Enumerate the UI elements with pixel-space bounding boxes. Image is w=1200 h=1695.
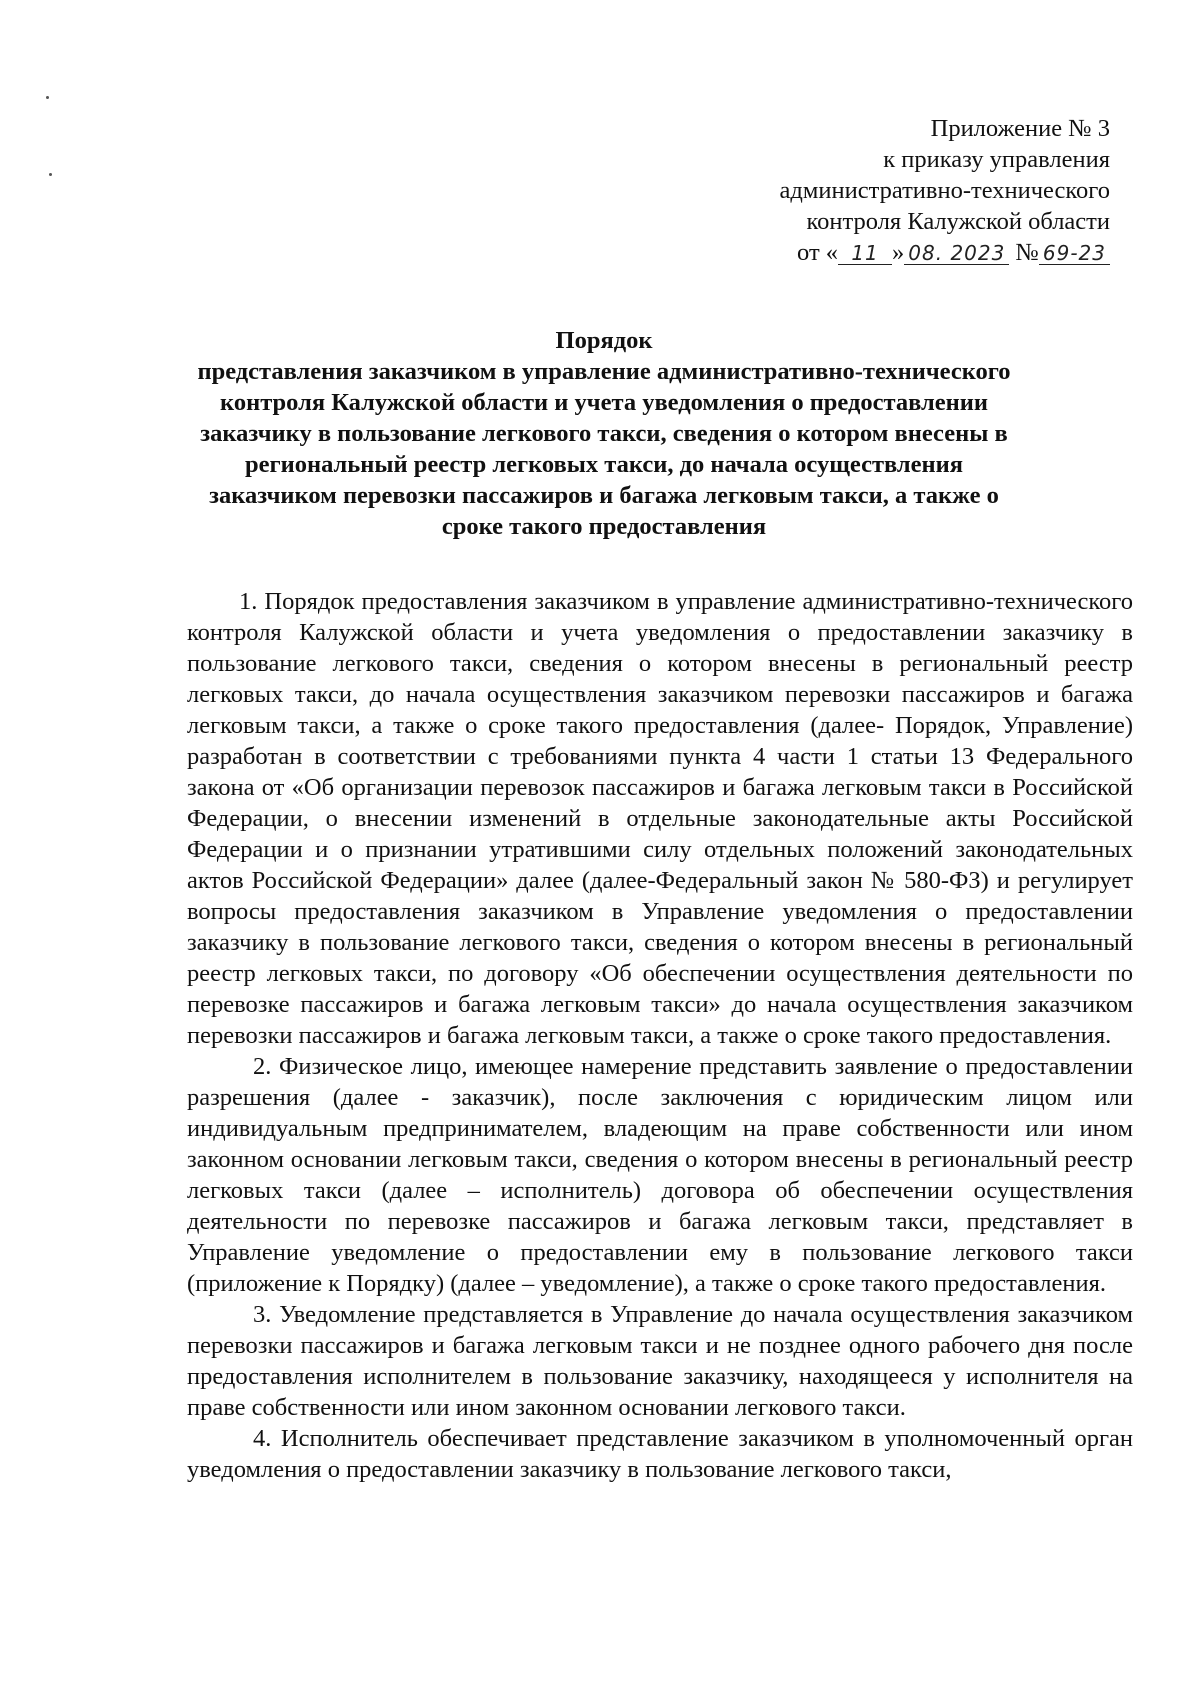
appendix-order-ref: к приказу управления bbox=[883, 146, 1110, 173]
date-prefix: от « bbox=[797, 239, 839, 266]
appendix-region: контроля Калужской области bbox=[806, 208, 1110, 235]
paragraph-4: 4. Исполнитель обеспечивает представление заказчиком в уполномоченный орган уведомления о предоставлении заказчику в пользование легкового такси, bbox=[187, 1425, 1133, 1483]
paragraph-1: 1. Порядок предоставления заказчиком в управление административно-технического контроля Калужской области и учета уведомления о предоставлении заказчику в пользование легкового такси, сведения о котором внесены в региональный реестр легковых такси, до начала осуществления заказчиком перевозки пассажиров и багажа легковым такси, а также о сроке такого предоставления (далее- Порядок, Управление) разработан в соответствии с требованиями пункта 4 части 1 статьи 13 Федерального закона от «Об организации перевозок пассажиров и багажа легковым такси в Российской Федерации, о внесении изменений в отдельные законодательные акты Российской Федерации и о признании утратившими силу отдельных положений законодательных актов Российской Федерации» далее (далее-Федеральный закон № 580-ФЗ) и регулирует вопросы предоставления заказчиком в Управление уведомления о предоставлении заказчику в пользование легкового такси, сведения о котором внесены в региональный реестр легковых такси, по договору «Об обеспечении осуществления деятельности по перевозке пассажиров и багажа легковым такси» до начала осуществления заказчиком перевозки пассажиров и багажа легковым такси, а также о сроке такого предоставления. bbox=[187, 588, 1133, 1049]
order-number-label: № bbox=[1015, 239, 1039, 266]
handwritten-day: 11 bbox=[838, 242, 892, 265]
appendix-number: Приложение № 3 bbox=[930, 115, 1110, 142]
handwritten-month-year: 08. 2023 bbox=[904, 242, 1009, 265]
scan-artifact bbox=[49, 173, 52, 176]
document-title bbox=[180, 325, 1028, 542]
title-subtitle: представления заказчиком в управление административно-технического контроля Калужской области и учета уведомления о предоставлении заказчику в пользование легкового такси, сведения о котором внесены в региональный реестр легковых такси, до начала осуществления заказчиком перевозки пассажиров и багажа легковым такси, а также о сроке такого предоставления bbox=[197, 358, 1011, 540]
paragraph-3: 3. Уведомление представляется в Управление до начала осуществления заказчиком перевозки пассажиров и багажа легковым такси и не позднее одного рабочего дня после предоставления исполнителем в пользование заказчику, находящееся у исполнителя на праве собственности или ином законном основании легкового такси. bbox=[187, 1301, 1133, 1421]
date-mid: » bbox=[892, 239, 905, 266]
appendix-date-line bbox=[780, 237, 1110, 268]
scan-artifact bbox=[46, 96, 49, 99]
appendix-header bbox=[780, 113, 1110, 268]
document-body bbox=[187, 586, 1133, 1485]
paragraph-2: 2. Физическое лицо, имеющее намерение представить заявление о предоставлении разрешения (далее - заказчик), после заключения с юридическим лицом или индивидуальным предпринимателем, владеющим на праве собственности или ином законном основании легковым такси, сведения о котором внесены в региональный реестр легковых такси (далее – исполнитель) договора об обеспечении осуществления деятельности по перевозке пассажиров и багажа легковым такси, представляет в Управление уведомление о предоставлении ему в пользование легкового такси (приложение к Порядку) (далее – уведомление), а также о сроке такого предоставления. bbox=[187, 1053, 1133, 1297]
handwritten-order-number: 69-23 bbox=[1039, 242, 1110, 265]
title-heading: Порядок bbox=[555, 327, 653, 354]
appendix-department: административно-технического bbox=[779, 177, 1110, 204]
